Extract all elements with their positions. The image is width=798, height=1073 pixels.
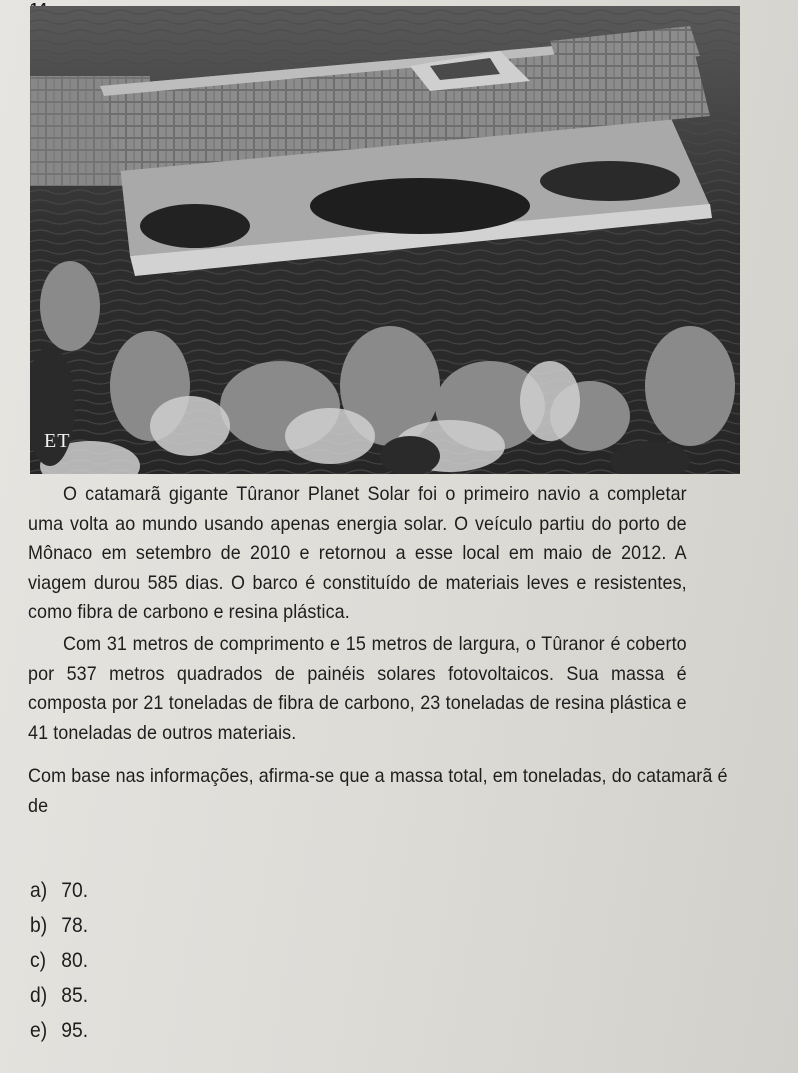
- paragraph-details: Com 31 metros de comprimento e 15 metros de largura, o Tûranor é coberto por 537 metros quadrados de painéis solares fotovoltaicos. Sua massa é composta por 21 toneladas de fibra de carbono, 23 toneladas de resina plástica e 41 toneladas de outros materiais.: [28, 633, 687, 744]
- option-b[interactable]: [30, 908, 88, 943]
- option-letter: c): [30, 949, 47, 972]
- solar-catamaran-photo-icon: [30, 6, 740, 474]
- question-prompt: Com base nas informações, afirma-se que a massa total, em toneladas, do catamarã é de: [28, 765, 728, 817]
- option-letter: d): [30, 984, 48, 1007]
- option-d[interactable]: [30, 978, 88, 1013]
- option-text: 78.: [61, 914, 89, 937]
- option-text: 95.: [61, 1019, 89, 1042]
- catamaran-photo: [30, 6, 740, 474]
- answer-options: [30, 873, 93, 1048]
- option-text: 85.: [61, 984, 89, 1007]
- option-letter: b): [30, 914, 48, 937]
- option-letter: e): [30, 1019, 48, 1042]
- option-c[interactable]: [30, 943, 88, 978]
- option-text: 80.: [61, 949, 89, 972]
- option-e[interactable]: [30, 1013, 88, 1048]
- option-a[interactable]: [30, 873, 88, 908]
- option-letter: a): [30, 879, 48, 902]
- photo-credit: ET: [44, 430, 71, 452]
- option-text: 70.: [61, 879, 89, 902]
- paragraph-intro: O catamarã gigante Tûranor Planet Solar foi o primeiro navio a completar uma volta ao mundo usando apenas energia solar. O veículo partiu do porto de Mônaco em setembro de 2010 e retornou a esse local em maio de 2012. A viagem durou 585 dias. O barco é constituído de materiais leves e resistentes, como fibra de carbono e resina plástica.: [28, 483, 687, 623]
